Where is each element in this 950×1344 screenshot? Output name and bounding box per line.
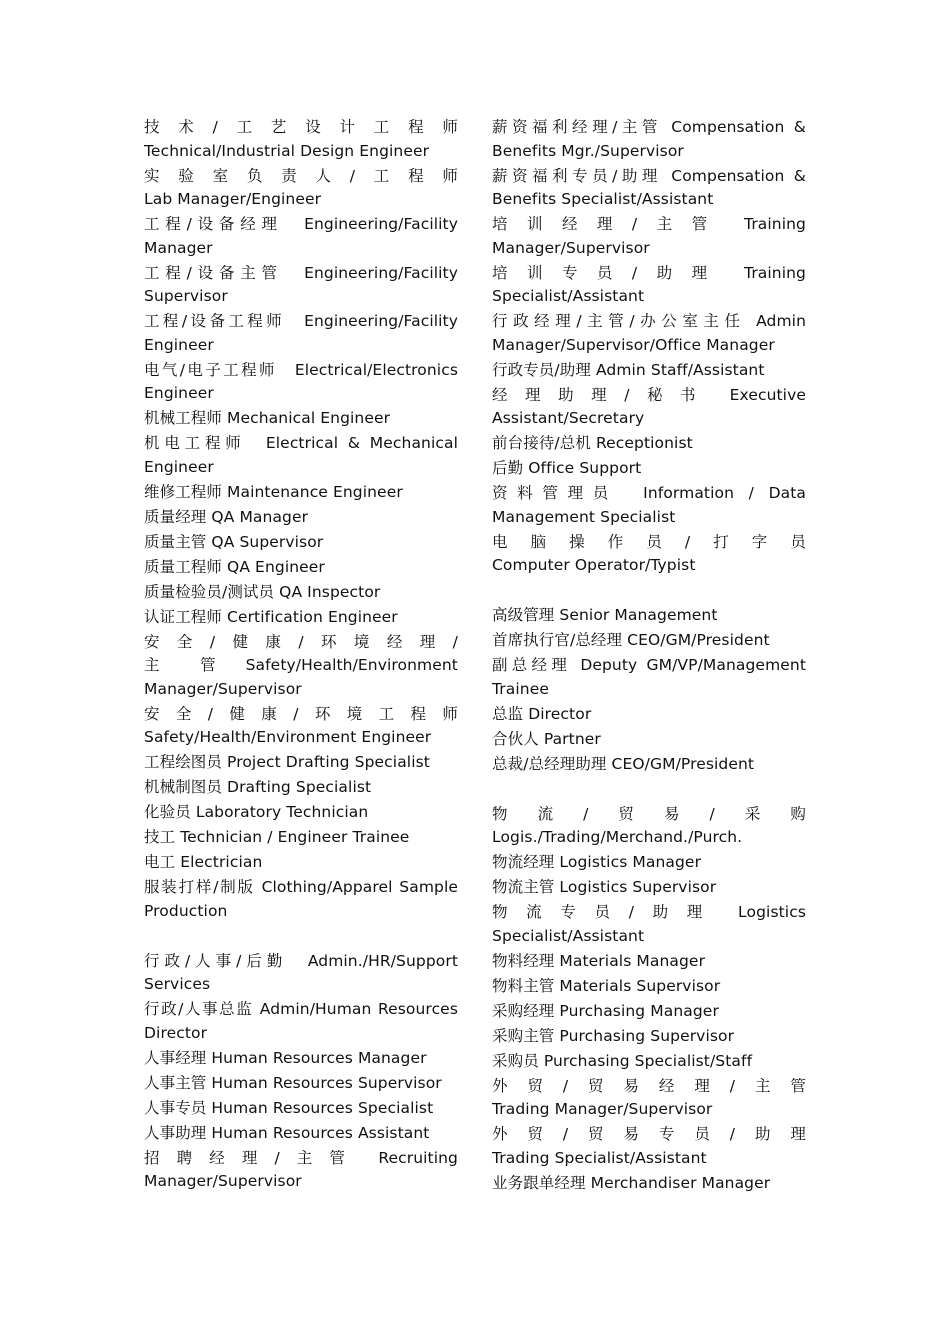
job-title-entry: 物流主管 Logistics Supervisor bbox=[492, 878, 717, 896]
job-title-entry: 外 贸 / 贸 易 经 理 / 主 管 Trading Manager/Supervisor bbox=[492, 1076, 827, 1118]
job-title-entry: 薪资福利经理/主管 Compensation & Benefits Mgr./Supervisor bbox=[492, 118, 806, 160]
job-title-entry: 总裁/总经理助理 CEO/GM/President bbox=[492, 754, 755, 773]
job-title-entry: 电工 Electrician bbox=[144, 853, 263, 871]
left-column bbox=[144, 116, 479, 1195]
job-title-entry: 机械工程师 Mechanical Engineer bbox=[144, 409, 391, 427]
job-title-entry: 培 训 经 理 / 主 管 Training Manager/Supervisor bbox=[492, 215, 806, 257]
job-title-entry: 物料主管 Materials Supervisor bbox=[492, 976, 721, 995]
job-title-entry: 总监 Director bbox=[492, 704, 592, 723]
job-title-entry: 化验员 Laboratory Technician bbox=[144, 803, 369, 821]
section-gap bbox=[492, 579, 806, 604]
job-title-entry: 电 脑 操 作 员 / 打 字 员 Computer Operator/Typist bbox=[492, 532, 827, 574]
job-title-entry: 薪资福利专员/助理 Compensation & Benefits Specialist/Assistant bbox=[492, 166, 806, 208]
job-title-entry: 物流经理 Logistics Manager bbox=[492, 853, 702, 871]
job-title-entry: 行政经理/主管/办公室主任 Admin Manager/Supervisor/Office Manager bbox=[492, 312, 806, 354]
job-title-entry: 安 全 / 健 康 / 环 境 工 程 师 Safety/Health/Environment Engineer bbox=[144, 704, 458, 746]
job-title-entry: 工程绘图员 Project Drafting Specialist bbox=[144, 753, 430, 771]
job-title-entry: 首席执行官/总经理 CEO/GM/President bbox=[492, 631, 770, 649]
job-title-entry: 工程/设备工程师 Engineering/Facility Engineer bbox=[144, 312, 458, 354]
job-title-entry: 外 贸 / 贸 易 专 员 / 助 理 Trading Specialist/Assistant bbox=[492, 1125, 827, 1167]
job-title-entry: 人事助理 Human Resources Assistant bbox=[144, 1123, 430, 1142]
job-title-entry: 质量经理 QA Manager bbox=[144, 507, 309, 526]
job-title-entry: 采购经理 Purchasing Manager bbox=[492, 1001, 719, 1020]
job-title-entry: 前台接待/总机 Receptionist bbox=[492, 434, 693, 452]
job-title-entry: 合伙人 Partner bbox=[492, 729, 601, 748]
job-title-entry: 高级管理 Senior Management bbox=[492, 606, 718, 624]
job-title-entry: 培 训 专 员 / 助 理 Training Specialist/Assistant bbox=[492, 263, 806, 305]
job-title-entry: 采购员 Purchasing Specialist/Staff bbox=[492, 1051, 753, 1070]
job-title-entry: 资料管理员 Information / Data Management Specialist bbox=[492, 484, 806, 526]
job-title-entry: 质量工程师 QA Engineer bbox=[144, 557, 325, 576]
job-title-entry: 物 流 专 员 / 助 理 Logistics Specialist/Assistant bbox=[492, 903, 806, 945]
job-title-entry: 人事专员 Human Resources Specialist bbox=[144, 1098, 434, 1117]
job-title-entry: 质量主管 QA Supervisor bbox=[144, 532, 324, 551]
job-title-entry: 物料经理 Materials Manager bbox=[492, 951, 706, 970]
job-title-entry: 维修工程师 Maintenance Engineer bbox=[144, 482, 403, 501]
job-title-entry: 工程/设备经理 Engineering/Facility Manager bbox=[144, 215, 458, 257]
job-title-entry: 安 全 / 健 康 / 环 境 经 理 / 主 管 Safety/Health/Environment Manager/Supervisor bbox=[144, 632, 474, 698]
job-title-entry: 电气/电子工程师 Electrical/Electronics Engineer bbox=[144, 360, 458, 402]
job-title-entry: 经 理 助 理 / 秘 书 Executive Assistant/Secretary bbox=[492, 385, 806, 427]
job-title-entry: 采购主管 Purchasing Supervisor bbox=[492, 1026, 735, 1045]
job-title-entry: 行政/人事/后勤 Admin./HR/Support Services bbox=[144, 951, 458, 993]
job-title-entry: 机械制图员 Drafting Specialist bbox=[144, 778, 372, 796]
section-gap bbox=[144, 925, 458, 950]
job-title-entry: 人事主管 Human Resources Supervisor bbox=[144, 1073, 442, 1092]
job-title-entry: 行政专员/助理 Admin Staff/Assistant bbox=[492, 360, 765, 379]
job-title-entry: 人事经理 Human Resources Manager bbox=[144, 1048, 427, 1067]
job-title-entry: 技 术 / 工 艺 设 计 工 程 师 Technical/Industrial Design Engineer bbox=[144, 118, 458, 160]
job-title-entry: 机电工程师 Electrical & Mechanical Engineer bbox=[144, 434, 458, 476]
job-title-entry: 物 流 / 贸 易 / 采 购 Logis./Trading/Merchand./Purch. bbox=[492, 804, 806, 846]
job-title-entry: 质量检验员/测试员 QA Inspector bbox=[144, 582, 381, 601]
job-title-entry: 实 验 室 负 责 人 / 工 程 师 Lab Manager/Engineer bbox=[144, 166, 479, 208]
job-title-entry: 服装打样/制版 Clothing/Apparel Sample Production bbox=[144, 878, 458, 920]
right-column bbox=[492, 116, 827, 1197]
job-title-entry: 后勤 Office Support bbox=[492, 459, 642, 477]
section-gap bbox=[492, 778, 806, 803]
job-title-entry: 副总经理 Deputy GM/VP/Management Trainee bbox=[492, 656, 806, 698]
job-title-entry: 行政/人事总监 Admin/Human Resources Director bbox=[144, 1000, 458, 1042]
job-title-entry: 工程/设备主管 Engineering/Facility Supervisor bbox=[144, 263, 458, 305]
job-title-entry: 业务跟单经理 Merchandiser Manager bbox=[492, 1173, 771, 1192]
job-title-entry: 招 聘 经 理 / 主 管 Recruiting Manager/Supervisor bbox=[144, 1148, 458, 1190]
job-title-entry: 技工 Technician / Engineer Trainee bbox=[144, 828, 410, 846]
job-title-entry: 认证工程师 Certification Engineer bbox=[144, 607, 398, 626]
